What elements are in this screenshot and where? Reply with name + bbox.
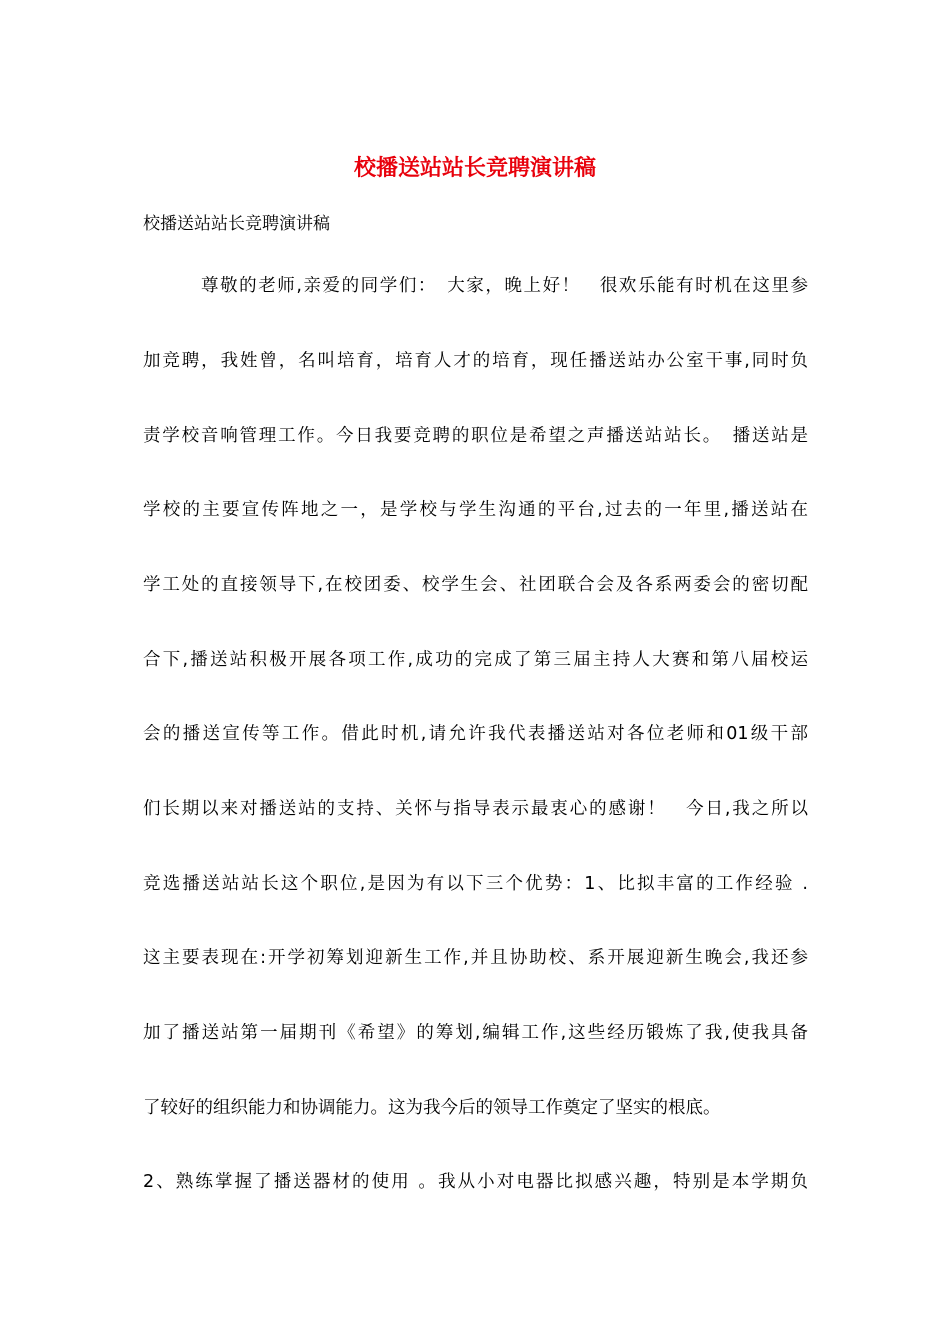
document-subtitle: 校播送站站长竞聘演讲稿 [143, 214, 330, 234]
paragraph-line: 了较好的组织能力和协调能力。这为我今后的领导工作奠定了坚实的根底。 [143, 1098, 721, 1118]
paragraph-line: 竞选播送站站长这个职位,是因为有以下三个优势：1、比拟丰富的工作经验 . [143, 874, 808, 894]
paragraph-line: 们长期以来对播送站的支持、关怀与指导表示最衷心的感谢！ 今日,我之所以 [143, 799, 808, 819]
paragraph-line: 加了播送站第一届期刊《希望》的筹划,编辑工作,这些经历锻炼了我,使我具备 [143, 1023, 808, 1043]
paragraph-line: 这主要表现在:开学初筹划迎新生工作,并且协助校、系开展迎新生晚会,我还参 [143, 948, 808, 968]
paragraph-line: 加竞聘，我姓曾，名叫培育，培育人才的培育，现任播送站办公室干事,同时负 [143, 351, 808, 371]
paragraph-line: 合下,播送站积极开展各项工作,成功的完成了第三届主持人大赛和第八届校运 [143, 650, 808, 670]
paragraph-line: 2、熟练掌握了播送器材的使用 。我从小对电器比拟感兴趣，特别是本学期负 [143, 1172, 808, 1192]
paragraph-line: 责学校音响管理工作。今日我要竞聘的职位是希望之声播送站站长。 播送站是 [143, 426, 808, 446]
document-title: 校播送站站长竞聘演讲稿 [353, 155, 596, 181]
paragraph-line: 学校的主要宣传阵地之一，是学校与学生沟通的平台,过去的一年里,播送站在 [143, 500, 808, 520]
paragraph-line: 学工处的直接领导下,在校团委、校学生会、社团联合会及各系两委会的密切配 [143, 575, 808, 595]
paragraph-line: 会的播送宣传等工作。借此时机,请允许我代表播送站对各位老师和01级干部 [143, 724, 808, 744]
paragraph-line: 尊敬的老师,亲爱的同学们： 大家，晚上好！ 很欢乐能有时机在这里参 [201, 276, 808, 296]
